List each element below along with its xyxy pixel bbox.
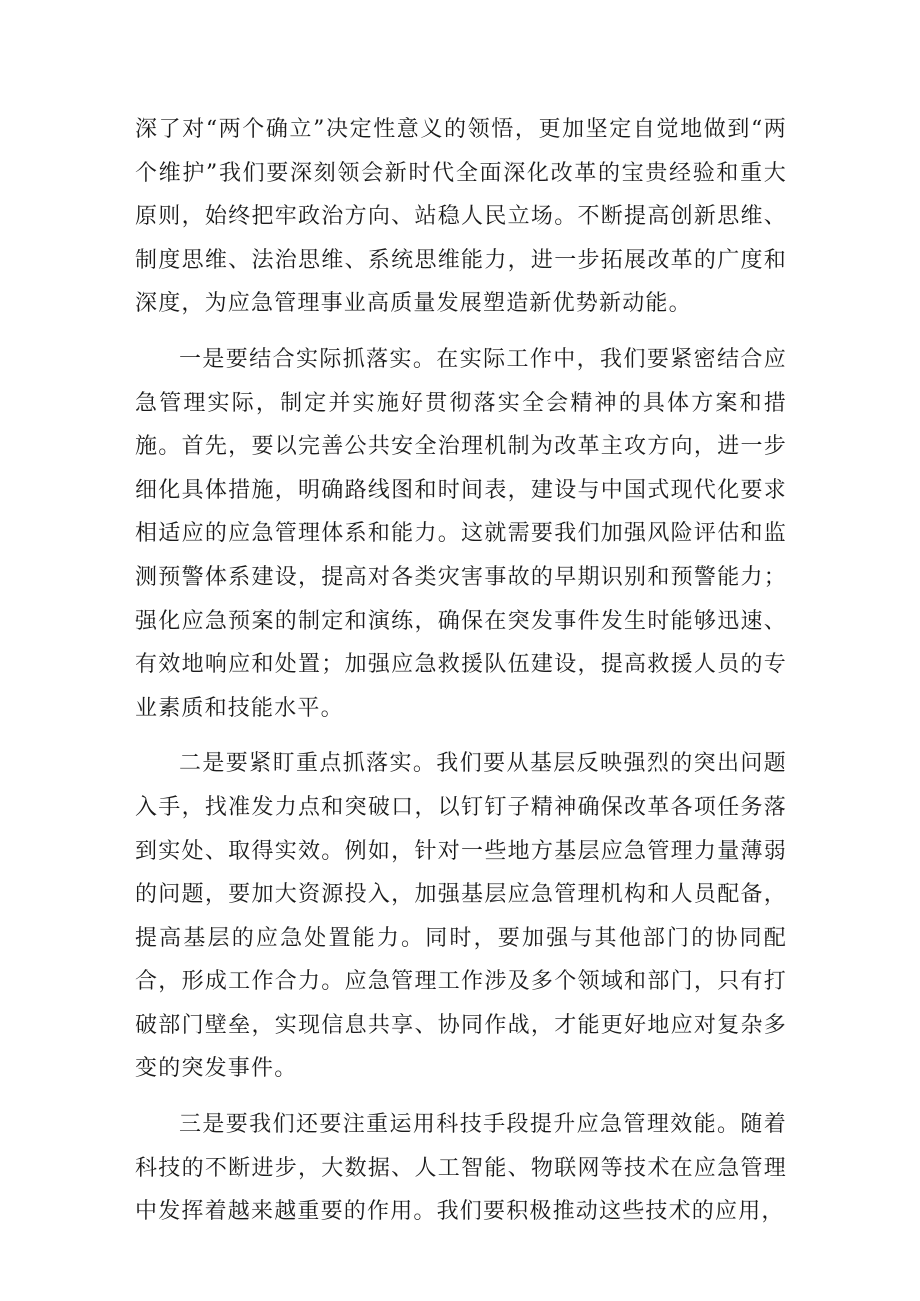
paragraph-1: 深了对“两个确立”决定性意义的领悟，更加坚定自觉地做到“两个维护”我们要深刻领会新时代全面深化改革的宝贵经验和重大原则，始终把牢政治方向、站稳人民立场。不断提高创新思维、制度思维、法治思维、系统思维能力，进一步拓展改革的广度和深度，为应急管理事业高质量发展塑造新优势新动能。 [135, 117, 787, 317]
paragraph-4: 三是要我们还要注重运用科技手段提升应急管理效能。随着科技的不断进步，大数据、人工智能、物联网等技术在应急管理中发挥着越来越重要的作用。我们要积极推动这些技术的应用， [135, 1112, 787, 1225]
document-body [135, 108, 787, 1234]
paragraph-3: 二是要紧盯重点抓落实。我们要从基层反映强烈的突出问题入手，找准发力点和突破口，以钉钉子精神确保改革各项任务落到实处、取得实效。例如，针对一些地方基层应急管理力量薄弱的问题，要加大资源投入，加强基层应急管理机构和人员配备，提高基层的应急处置能力。同时，要加强与其他部门的协同配合，形成工作合力。应急管理工作涉及多个领域和部门，只有打破部门壁垒，实现信息共享、协同作战，才能更好地应对复杂多变的突发事件。 [135, 751, 787, 1082]
paragraph-2: 一是要结合实际抓落实。在实际工作中，我们要紧密结合应急管理实际，制定并实施好贯彻落实全会精神的具体方案和措施。首先，要以完善公共安全治理机制为改革主攻方向，进一步细化具体措施，明确路线图和时间表，建设与中国式现代化要求相适应的应急管理体系和能力。这就需要我们加强风险评估和监测预警体系建设，提高对各类灾害事故的早期识别和预警能力；强化应急预案的制定和演练，确保在突发事件发生时能够迅速、有效地响应和处置；加强应急救援队伍建设，提高救援人员的专业素质和技能水平。 [135, 346, 787, 721]
paragraph-gap [135, 730, 787, 742]
paragraph-gap [135, 326, 787, 338]
paragraph-gap [135, 1091, 787, 1103]
